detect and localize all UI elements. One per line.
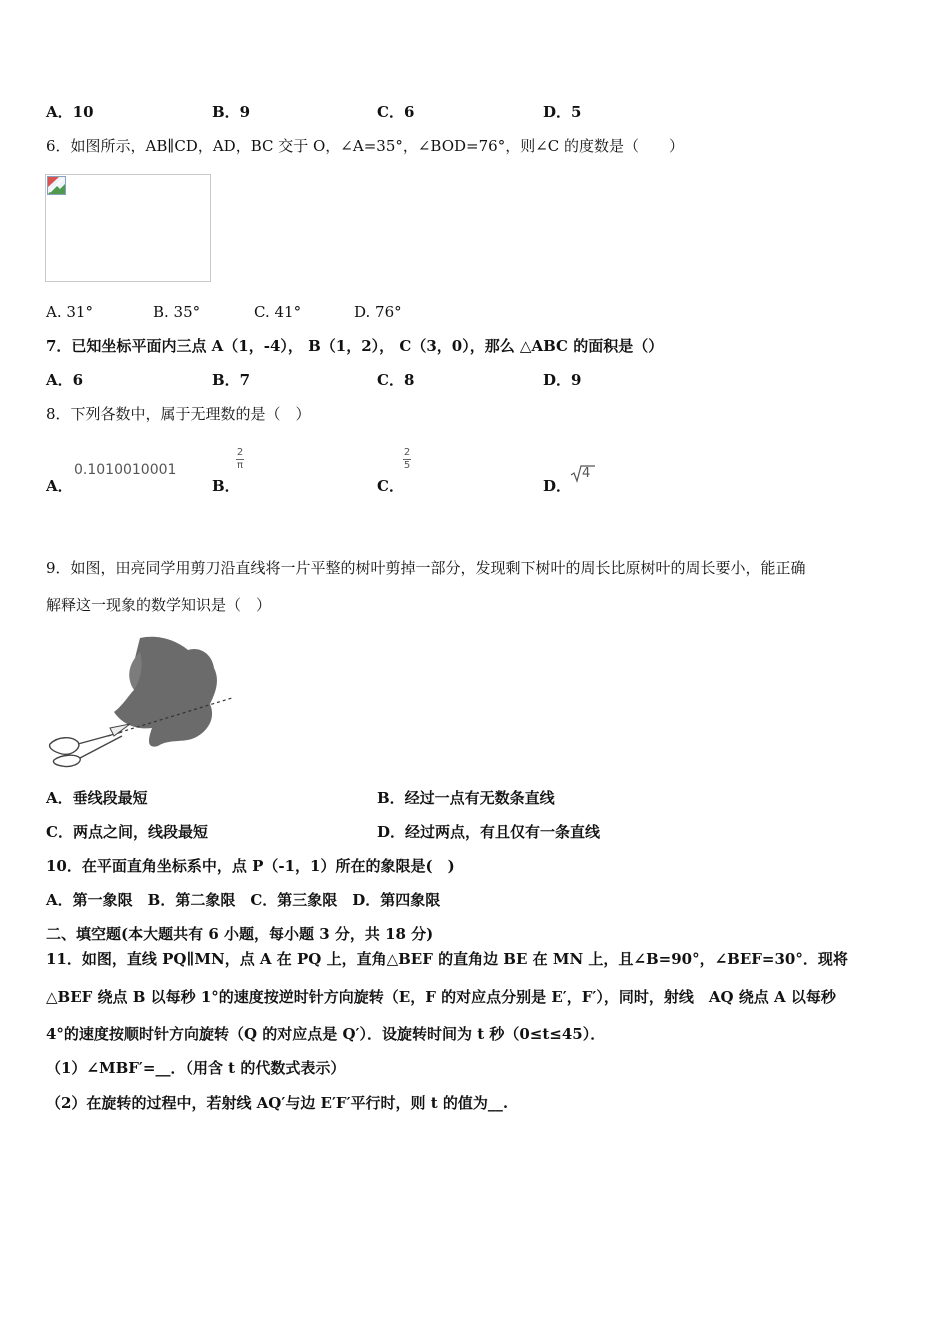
q8-option-b-letter: B． [212,477,240,495]
q6-option-b: B. 35° [153,303,201,321]
q9-question-line1: 9．如图，田亮同学用剪刀沿直线将一片平整的树叶剪掉一部分，发现剩下树叶的周长比原树叶的周长要小，能正确 [46,559,806,577]
q8-option-c-fraction [403,448,411,471]
q6-figure-placeholder [45,174,211,282]
q8-option-a-letter: A． [46,477,73,495]
q11-subquestion-1: （1）∠MBF′=__．（用含 t 的代数式表示） [46,1059,346,1077]
sqrt-radicand: 4 [582,466,591,481]
fraction-numerator: 2 [236,447,244,458]
q5-option-c: C．6 [377,103,415,121]
q6-option-c: C. 41° [254,303,302,321]
q9-leaf-scissors-figure [48,632,232,768]
q8-question: 8．下列各数中，属于无理数的是（ ） [46,405,311,423]
q7-question: 7．已知坐标平面内三点 A（1，-4）， B（1，2）， C（3，0），那么 △ABC 的面积是（） [46,337,664,355]
fraction-numerator: 2 [403,447,411,458]
q7-option-c: C．8 [377,371,415,389]
q6-question: 6．如图所示，AB∥CD，AD，BC 交于 O，∠A=35°，∠BOD=76°，则∠C 的度数是（ ） [46,137,685,155]
q11-question-line1: 11．如图，直线 PQ∥MN，点 A 在 PQ 上，直角△BEF 的直角边 BE 在 MN 上，且∠B=90°，∠BEF=30°．现将 [46,950,848,968]
q8-option-c-letter: C． [377,477,404,495]
q9-option-c: C．两点之间，线段最短 [46,823,208,841]
section2-title: 二、填空题(本大题共有 6 小题，每小题 3 分，共 18 分) [46,925,434,943]
q5-option-a: A．10 [46,103,94,121]
broken-image-icon [47,176,66,195]
q6-option-d: D. 76° [354,303,402,321]
q11-question-line3: 4°的速度按顺时针方向旋转（Q 的对应点是 Q′）．设旋转时间为 t 秒（0≤t≤45）． [46,1025,606,1043]
q9-option-a: A．垂线段最短 [46,789,148,807]
fraction-denominator: 5 [403,460,411,471]
q5-option-d: D．5 [543,103,582,121]
q10-options: A．第一象限 B．第二象限 C．第三象限 D．第四象限 [46,891,441,909]
q7-option-b: B．7 [212,371,251,389]
q6-option-a: A. 31° [46,303,93,321]
fraction-denominator: π [236,460,244,471]
q8-option-d-letter: D． [543,477,572,495]
q10-question: 10．在平面直角坐标系中，点 P（-1，1）所在的象限是( ) [46,857,455,875]
q7-option-d: D．9 [543,371,582,389]
q9-question-line2: 解释这一现象的数学知识是（ ） [46,596,272,614]
q8-option-b-fraction [236,448,244,471]
q11-question-line2: △BEF 绕点 B 以每秒 1°的速度按逆时针方向旋转（E，F 的对应点分别是 E′，F′），同时，射线 AQ 绕点 A 以每秒 [46,988,836,1006]
q11-subquestion-2: （2）在旋转的过程中，若射线 AQ′与边 E′F′平行时，则 t 的值为__. [46,1094,509,1112]
q8-option-a-value: 0.1010010001 [74,462,177,478]
q5-option-b: B．9 [212,103,251,121]
q7-option-a: A．6 [46,371,84,389]
q9-option-b: B．经过一点有无数条直线 [377,789,555,807]
q9-option-d: D．经过两点，有且仅有一条直线 [377,823,601,841]
